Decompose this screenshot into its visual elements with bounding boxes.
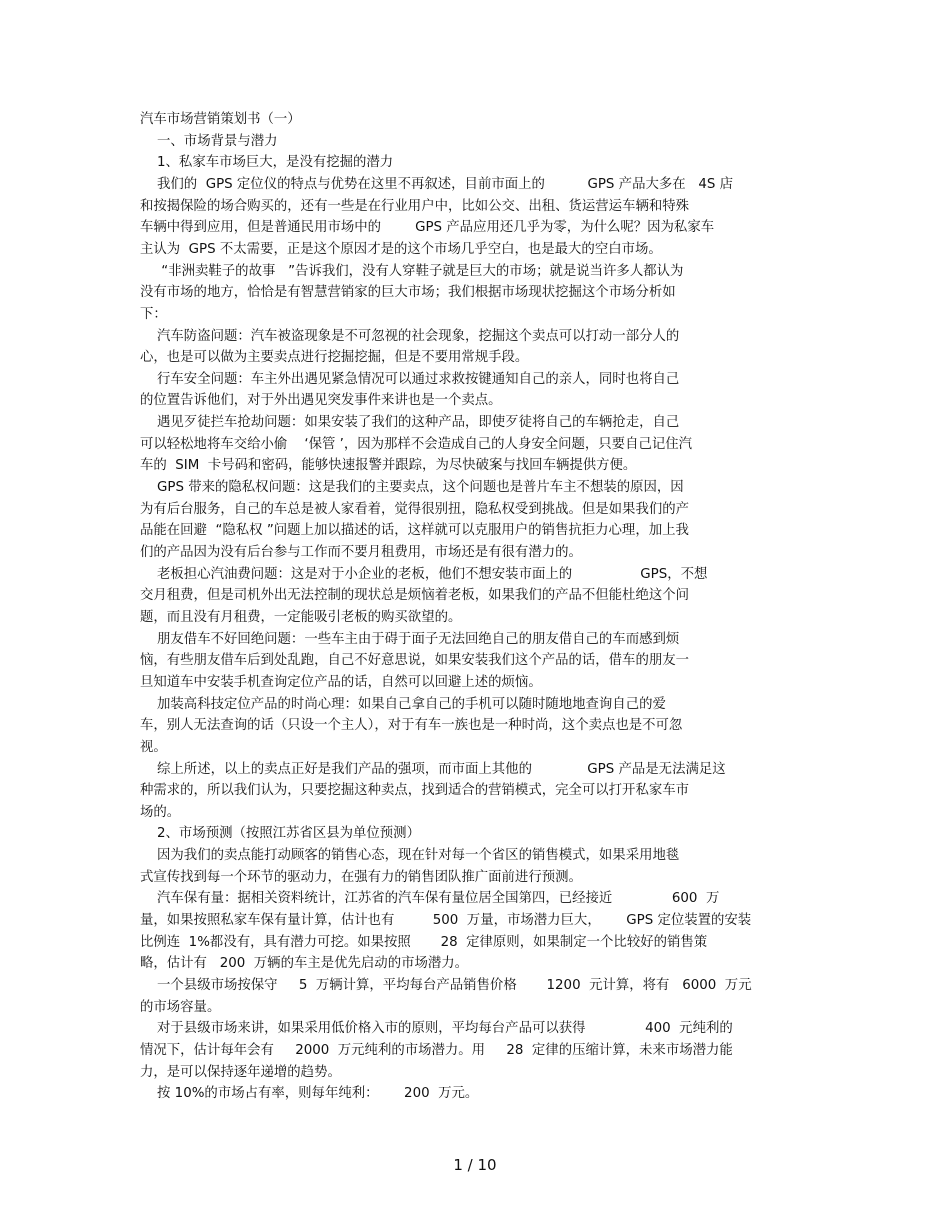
document-title: 汽车市场营销策划书（一） [140,112,301,127]
text-line: 情况下，估计每年会有 2000 万元纯利的市场潜力。用 28 定律的压缩计算，未来市场潜力能 [140,1042,733,1058]
text-line: 2、市场预测（按照江苏省区县为单位预测） [140,826,420,842]
text-line: 量，如果按照私家车保有量计算，估计也有 500 万量，市场潜力巨大， GPS 定位装置的安装 [140,913,752,929]
text-line: 加装高科技定位产品的时尚心理：如果自己拿自己的手机可以随时随地地查询自己的爱 [140,696,666,712]
text-line: 对于县级市场来讲，如果采用低价格入市的原则，平均每台产品可以获得 400 元纯利的 [140,1021,733,1037]
text-line: 的市场容量。 [140,999,221,1015]
text-line: 心，也是可以做为主要卖点进行挖掘挖掘，但是不要用常规手段。 [140,350,529,366]
text-line: 略，估计有 200 万辆的车主是优先启动的市场潜力。 [140,956,469,972]
text-line: 车，别人无法查询的话（只设一个主人），对于有车一族也是一种时尚，这个卖点也是不可忽 [140,718,683,734]
text-line: 品能在回避 “隐私权 ”问题上加以描述的话，这样就可以克服用户的销售抗拒力心理，加上我 [140,523,689,539]
page-number: 1 / 10 [453,1156,497,1174]
text-line: 为有后台服务，自己的车总是被人家看着，觉得很别扭，隐私权受到挑战。但是如果我们的产 [140,501,690,517]
text-line: 汽车防盗问题：汽车被盗现象是不可忽视的社会现象，挖掘这个卖点可以打动一部分人的 [140,328,680,344]
text-line: 遇见歹徒拦车抢劫问题：如果安装了我们的这种产品，即使歹徒将自己的车辆抢走，自己 [140,415,680,431]
text-line: 一个县级市场按保守 5 万辆计算，平均每台产品销售价格 1200 元计算，将有 6000 万元 [140,978,752,993]
text-line: 视。 [140,739,167,755]
text-line: 主认为 GPS 不太需要，正是这个原因才是的这个市场几乎空白，也是最大的空白市场。 [140,241,662,257]
text-line: 的位置告诉他们，对于外出遇见突发事件来讲也是一个卖点。 [140,393,502,409]
text-line: 种需求的，所以我们认为，只要挖掘这种卖点，找到适合的营销模式，完全可以打开私家车市 [140,783,690,799]
text-line: 场的。 [140,804,181,820]
text-line: 车辆中得到应用，但是普通民用市场中的 GPS 产品应用还几乎为零，为什么呢？因为私家车 [140,220,715,236]
text-line: 和按揭保险的场合购买的，还有一些是在行业用户中，比如公交、出租、货运营运车辆和特殊 [140,198,690,214]
text-line: 汽车保有量：据相关资料统计，江苏省的汽车保有量位居全国第四，已经接近 600 万 [140,891,720,907]
text-line: 式宣传找到每一个环节的驱动力，在强有力的销售团队推广面前进行预测。 [140,869,582,885]
text-line: 朋友借车不好回绝问题：一些车主由于碍于面子无法回绝自己的朋友借自己的车而感到烦 [140,631,680,647]
text-line: 力，是可以保持逐年递增的趋势。 [140,1064,341,1080]
text-line: 我们的 GPS 定位仪的特点与优势在这里不再叙述，目前市面上的 GPS 产品大多在 4S 店 [140,176,734,192]
text-line: 综上所述，以上的卖点正好是我们产品的强项，而市面上其他的 GPS 产品是无法满足这 [140,761,726,777]
text-line: 按 10%的市场占有率，则每年纯利： 200 万元。 [140,1086,479,1102]
text-line: 没有市场的地方，恰恰是有智慧营销家的巨大市场；我们根据市场现状挖掘这个市场分析如 [140,285,676,301]
text-line: 旦知道车中安装手机查询定位产品的话，自然可以回避上述的烦恼。 [140,674,542,690]
text-line: 题，而且没有月租费，一定能吸引老板的购买欲望的。 [140,609,462,625]
text-line: 行车安全问题：车主外出遇见紧急情况可以通过求救按键通知自己的亲人，同时也将自己 [140,371,680,387]
text-line: 恼，有些朋友借车后到处乱跑，自己不好意思说，如果安装我们这个产品的话，借车的朋友一 [140,653,690,669]
text-line: 老板担心汽油费问题：这是对于小企业的老板，他们不想安装市面上的 GPS，不想 [140,566,708,582]
text-line: 下： [140,306,167,322]
text-line: 可以轻松地将车交给小偷 ‘保管 ’，因为那样不会造成自己的人身安全问题，只要自己记住汽 [140,436,693,452]
text-line: 车的 SIM 卡号码和密码，能够快速报警并跟踪，为尽快破案与找回车辆提供方便。 [140,458,637,474]
text-line: 因为我们的卖点能打动顾客的销售心态，现在针对每一个省区的销售模式，如果采用地毯 [140,848,680,864]
text-line: 比例连 1%都没有，具有潜力可挖。如果按照 28 定律原则，如果制定一个比较好的销售策 [140,934,708,950]
text-line: GPS 带来的隐私权问题：这是我们的主要卖点，这个问题也是普片车主不想装的原因，因 [140,480,684,496]
text-line: 们的产品因为没有后台参与工作而不要月租费用，市场还是有很有潜力的。 [140,545,582,560]
text-line: 一、市场背景与潜力 [140,133,278,149]
text-line: 交月租费，但是司机外出无法控制的现状总是烦恼着老板，如果我们的产品不但能杜绝这个问 [140,588,690,604]
text-line: 1、私家车市场巨大，是没有挖掘的潜力 [140,155,394,171]
text-line: “非洲卖鞋子的故事 ”告诉我们，没有人穿鞋子就是巨大的市场；就是说当许多人都认为 [140,263,684,279]
